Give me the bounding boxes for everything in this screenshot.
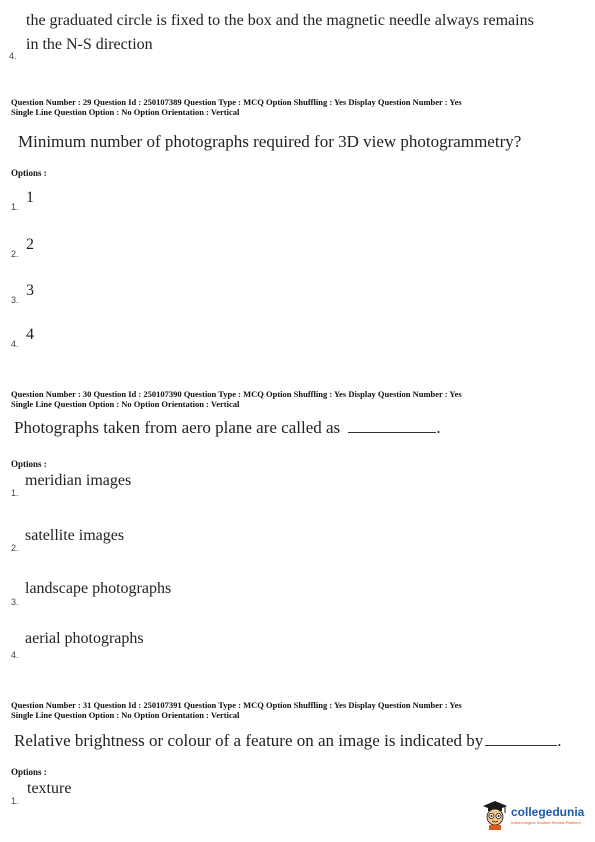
q30-question-text: Photographs taken from aero plane are called as <box>14 418 341 437</box>
prev-option-text-line2: in the N-S direction <box>26 36 153 53</box>
logo-name: collegedunia <box>511 805 585 819</box>
q30-answer-blank <box>348 420 436 433</box>
q31-meta-line1: Question Number : 31 Question Id : 250107391 Question Type : MCQ Option Shuffling : Yes Display Question Number : Yes <box>11 700 462 710</box>
q30-question <box>14 418 441 438</box>
q29-option-1-text[interactable]: 1 <box>26 189 34 206</box>
q29-option-2-number: 2. <box>11 249 19 259</box>
q31-question <box>14 731 562 751</box>
q31-options-label: Options : <box>11 767 47 777</box>
q29-question: Minimum number of photographs required for 3D view photogrammetry? <box>18 132 522 151</box>
collegedunia-logo <box>482 800 584 830</box>
logo-wordmark <box>511 805 584 825</box>
q29-meta-line1: Question Number : 29 Question Id : 250107389 Question Type : MCQ Option Shuffling : Yes Display Question Number : Yes <box>11 97 462 107</box>
q30-option-3-number: 3. <box>11 597 19 607</box>
q29-option-2-text[interactable]: 2 <box>26 236 34 253</box>
q30-option-1-number: 1. <box>11 488 19 498</box>
q30-meta-line2: Single Line Question Option : No Option Orientation : Vertical <box>11 399 240 409</box>
q30-option-2-text[interactable]: satellite images <box>25 527 125 544</box>
q31-question-text: Relative brightness or colour of a feature on an image is indicated by <box>14 731 484 750</box>
q29-option-1-number: 1. <box>11 202 19 212</box>
q30-question-end: . <box>436 418 441 437</box>
q29-options-label: Options : <box>11 168 47 178</box>
q30-meta <box>11 389 571 409</box>
q30-meta-line1: Question Number : 30 Question Id : 250107390 Question Type : MCQ Option Shuffling : Yes Display Question Number : Yes <box>11 389 462 399</box>
q29-option-3-text[interactable]: 3 <box>26 282 34 299</box>
q30-option-2-number: 2. <box>11 543 19 553</box>
q30-option-4-number: 4. <box>11 650 19 660</box>
q31-question-end: . <box>557 731 562 750</box>
q29-meta <box>11 97 571 117</box>
q29-option-4-number: 4. <box>11 339 19 349</box>
q30-option-1-text[interactable]: meridian images <box>25 472 132 489</box>
q31-meta <box>11 700 571 720</box>
q31-answer-blank <box>485 733 557 746</box>
q29-meta-line2: Single Line Question Option : No Option Orientation : Vertical <box>11 107 240 117</box>
q30-option-4-text[interactable]: aerial photographs <box>25 630 144 647</box>
prev-option-text-line1: the graduated circle is fixed to the box and the magnetic needle always remains <box>26 12 534 29</box>
prev-option-number: 4. <box>9 51 17 61</box>
q31-option-1-number: 1. <box>11 796 19 806</box>
q29-option-3-number: 3. <box>11 295 19 305</box>
q30-option-3-text[interactable]: landscape photographs <box>25 580 172 597</box>
graduate-mascot-icon <box>482 800 508 830</box>
q30-options-label: Options : <box>11 459 47 469</box>
q29-option-4-text[interactable]: 4 <box>26 326 34 343</box>
q31-option-1-text[interactable]: texture <box>27 780 72 797</box>
logo-tagline: India's largest Student Review Platform <box>511 820 581 825</box>
q31-meta-line2: Single Line Question Option : No Option Orientation : Vertical <box>11 710 240 720</box>
